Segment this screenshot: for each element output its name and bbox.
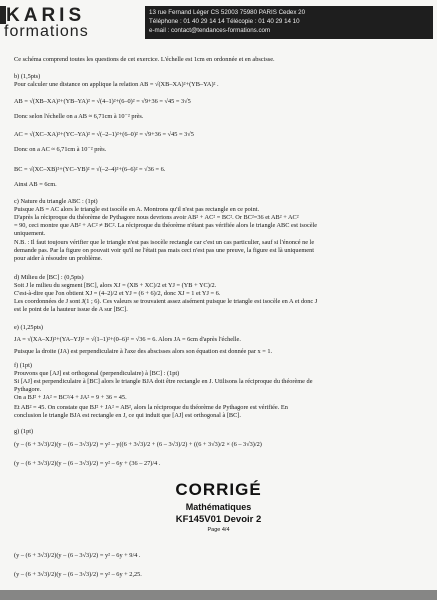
math-line: (y – (6 + 3√3)/2)(y – (6 – 3√3)/2) = y² – y((6 + 3√3)/2 + (6 – 3√3)/2) + ((6 + 3√3)/2 × (6 – 3√3)/2) xyxy=(14,441,262,448)
math-line: On a BJ² + JA² = BC²/4 + JA² = 9 + 36 = 45. xyxy=(14,394,127,401)
text-line: demande pas. Par la figure on pouvait voir qu'il ne l'était pas mais ceci n'est pas une preuve, la figure est là uniquement xyxy=(14,247,314,254)
text-line: Et AB² = 45. On constate que BJ² + JA² = AB², alors la réciproque du théorème de Pythagore est vérifiée. En xyxy=(14,404,288,411)
math-line: AB = √(XB–XA)²+(YB–YA)² = √(4–1)²+(6–0)² = √9+36 = √45 = 3√5 xyxy=(14,98,191,105)
page-number: Page 4/4 xyxy=(207,527,230,533)
math-line: (y – (6 + 3√3)/2)(y – (6 – 3√3)/2) = y² – 6y + 9/4 . xyxy=(14,552,141,559)
text-line: est le point de la hauteur issue de A sur [BC]. xyxy=(14,306,128,313)
question-heading: e) (1,25pts) xyxy=(14,324,44,331)
address-line: 13 rue Fernand Léger CS 52003 75980 PARIS Cedex 20 xyxy=(149,9,306,16)
math-line: AC = √(XC–XA)²+(YC–YA)² = √(–2–1)²+(6–0)² = √9+36 = √45 = 3√5 xyxy=(14,131,194,138)
logo-text-bottom: formations xyxy=(4,23,89,40)
question-heading: b) (1,5pts) xyxy=(14,73,41,80)
intro-text: Ce schéma comprend toutes les questions de cet exercice. L'échelle est 1cm en ordonnée et en abscisse. xyxy=(14,56,275,63)
text-line: Si [AJ] est perpendiculaire à [BC] alors le triangle BJA doit être rectangle en J. Utilisons la réciproque du théorème de xyxy=(14,378,313,385)
question-heading: g) (1pt) xyxy=(14,428,34,435)
math-line: JA = √(XA–XJ)²+(YA–YJ)² = √(1–1)²+(0–6)² = √36 = 6. Alors JA = 6cm d'après l'échelle. xyxy=(14,336,241,343)
text-line: Ainsi AB = 6cm. xyxy=(14,181,57,188)
text-line: Soit J le milieu du segment [BC], alors XJ = (XB + XC)/2 et YJ = (YB + YC)/2. xyxy=(14,282,217,289)
question-heading: f) (1pt) xyxy=(14,362,33,369)
page-title: CORRIGÉ xyxy=(175,480,262,499)
text-line: Puisque la droite (JA) est perpendiculaire à l'axe des abscisses alors son équation est donnée par x = 1. xyxy=(14,348,273,355)
text-line: = 90, ceci montre que AB² + AC² ≠ BC². La réciproque du théorème n'étant pas vérifiée alors le triangle ABC est isocèle xyxy=(14,222,318,229)
course-code: KF145V01 Devoir 2 xyxy=(175,514,262,525)
text-line: pour aider à résoudre un problème. xyxy=(14,255,103,262)
address-block xyxy=(145,6,433,39)
text-line: C'est-à-dire que l'on obtient XJ = (4–2)/2 et YJ = (6 + 6)/2, donc XJ = 1 et YJ = 6. xyxy=(14,290,221,297)
text-line: D'après la réciproque du théorème de Pythagore nous devrions avoir AB² + AC² = BC². Or BC²=36 et AB² + AC² xyxy=(14,214,299,221)
footer-scan-band xyxy=(0,590,437,600)
logo-text-top: KARIS xyxy=(6,5,86,26)
text-line: Pour calculer une distance on applique la relation AB = √(XB–XA)²+(YB–YA)² . xyxy=(14,81,219,88)
text-line: Donc on a AC ≈ 6,71cm à 10⁻² près. xyxy=(14,146,107,153)
karis-logo xyxy=(0,3,135,43)
letterhead xyxy=(0,0,437,44)
question-heading: d) Milieu de [BC] : (0,5pts) xyxy=(14,274,84,281)
email-line: e-mail : contact@tendances-formations.com xyxy=(149,27,271,34)
math-line: (y – (6 + 3√3)/2)(y – (6 – 3√3)/2) = y² – 6y + (36 – 27)/4 . xyxy=(14,460,161,467)
math-line: BC = √(XC–XB)²+(YC–YB)² = √(–2–4)²+(6–6)² = √36 = 6. xyxy=(14,166,166,173)
text-line: Pythagore. xyxy=(14,386,42,393)
text-line: Prouvons que [AJ] est orthogonal (perpendiculaire) à [BC] : (1pt) xyxy=(14,370,180,377)
question-heading: c) Nature du triangle ABC : (1pt) xyxy=(14,198,98,205)
text-line: Puisque AB = AC alors le triangle est isocèle en A. Montrons qu'il n'est pas rectangle en ce point. xyxy=(14,206,260,213)
text-line: uniquement. xyxy=(14,230,46,237)
subject-title: Mathématiques xyxy=(185,502,252,512)
phone-line: Téléphone : 01 40 29 14 14 Télécopie : 01 40 29 14 10 xyxy=(149,18,300,25)
text-line: conclusion le triangle BJA est rectangle en J, ce qui induit que [AJ] est orthogonal à [BC]. xyxy=(14,412,241,419)
math-line: (y – (6 + 3√3)/2)(y – (6 – 3√3)/2) = y² – 6y + 2,25. xyxy=(14,571,142,578)
text-line: Donc selon l'échelle on a AB ≈ 6,71cm à 10⁻² près. xyxy=(14,113,144,120)
text-line: N.B. : Il faut toujours vérifier que le triangle n'est pas isocèle rectangle car c'est un cas particulier, sauf si l'énoncé ne le xyxy=(14,239,315,246)
text-line: Les coordonnées de J sont J(1 ; 6). Ces valeurs se trouvaient assez aisément puisque le triangle est isocèle en A et donc J xyxy=(14,298,318,305)
